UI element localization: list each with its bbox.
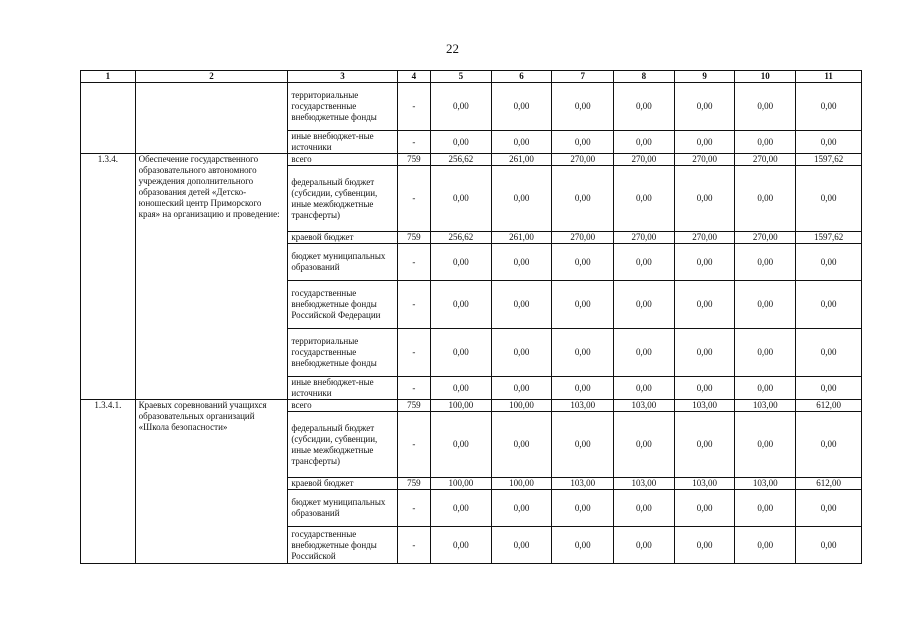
value-cell: 0,00 bbox=[552, 490, 614, 527]
value-cell: 0,00 bbox=[796, 412, 862, 478]
source-cell: территориальные государственные внебюджетные фонды bbox=[288, 329, 397, 377]
value-cell: 0,00 bbox=[796, 131, 862, 154]
page-number: 22 bbox=[446, 41, 459, 56]
column-header: 9 bbox=[674, 71, 735, 83]
value-cell: 0,00 bbox=[735, 131, 796, 154]
value-cell: 103,00 bbox=[552, 400, 614, 412]
value-cell: 0,00 bbox=[491, 244, 552, 281]
value-cell: 0,00 bbox=[614, 412, 675, 478]
value-cell: 0,00 bbox=[735, 412, 796, 478]
value-cell: 256,62 bbox=[431, 232, 492, 244]
value-cell: 103,00 bbox=[552, 478, 614, 490]
value-cell: 103,00 bbox=[614, 400, 675, 412]
value-cell: 0,00 bbox=[614, 527, 675, 564]
value-cell: 0,00 bbox=[552, 83, 614, 131]
value-cell: 0,00 bbox=[735, 377, 796, 400]
source-cell: федеральный бюджет (субсидии, субвенции, иные межбюджетные трансферты) bbox=[288, 166, 397, 232]
measure-index: 1.3.4. bbox=[81, 154, 136, 400]
value-cell: 612,00 bbox=[796, 478, 862, 490]
value-cell: 103,00 bbox=[674, 478, 735, 490]
column-header: 2 bbox=[135, 71, 288, 83]
value-cell: 0,00 bbox=[674, 377, 735, 400]
value-cell: 1597,62 bbox=[796, 154, 862, 166]
source-cell: иные внебюджет-ные источники bbox=[288, 377, 397, 400]
value-cell: 270,00 bbox=[735, 154, 796, 166]
value-cell: 270,00 bbox=[674, 154, 735, 166]
value-cell: 100,00 bbox=[491, 478, 552, 490]
code-cell: 759 bbox=[397, 400, 430, 412]
value-cell: 0,00 bbox=[552, 377, 614, 400]
value-cell: 270,00 bbox=[614, 154, 675, 166]
value-cell: 270,00 bbox=[552, 232, 614, 244]
value-cell: 103,00 bbox=[614, 478, 675, 490]
value-cell: 0,00 bbox=[674, 244, 735, 281]
source-cell: государственные внебюджетные фонды Российской bbox=[288, 527, 397, 564]
value-cell: 103,00 bbox=[735, 478, 796, 490]
value-cell: 261,00 bbox=[491, 154, 552, 166]
code-cell: - bbox=[397, 244, 430, 281]
name-cell bbox=[135, 83, 288, 154]
value-cell: 0,00 bbox=[491, 377, 552, 400]
value-cell: 0,00 bbox=[431, 527, 492, 564]
value-cell: 0,00 bbox=[491, 329, 552, 377]
value-cell: 0,00 bbox=[552, 329, 614, 377]
column-header: 5 bbox=[431, 71, 492, 83]
value-cell: 0,00 bbox=[431, 281, 492, 329]
value-cell: 270,00 bbox=[614, 232, 675, 244]
column-header: 1 bbox=[81, 71, 136, 83]
value-cell: 0,00 bbox=[614, 490, 675, 527]
code-cell: - bbox=[397, 412, 430, 478]
value-cell: 0,00 bbox=[674, 412, 735, 478]
value-cell: 0,00 bbox=[614, 281, 675, 329]
value-cell: 1597,62 bbox=[796, 232, 862, 244]
value-cell: 0,00 bbox=[796, 166, 862, 232]
value-cell: 0,00 bbox=[735, 329, 796, 377]
value-cell: 0,00 bbox=[614, 83, 675, 131]
value-cell: 0,00 bbox=[735, 490, 796, 527]
code-cell: - bbox=[397, 83, 430, 131]
table-row bbox=[81, 154, 862, 166]
source-cell: краевой бюджет bbox=[288, 478, 397, 490]
value-cell: 0,00 bbox=[431, 490, 492, 527]
value-cell: 0,00 bbox=[552, 244, 614, 281]
value-cell: 0,00 bbox=[796, 527, 862, 564]
budget-table bbox=[80, 70, 862, 564]
value-cell: 0,00 bbox=[552, 166, 614, 232]
value-cell: 0,00 bbox=[614, 329, 675, 377]
value-cell: 0,00 bbox=[552, 131, 614, 154]
measure-name: Обеспечение государственного образовательного автономного учреждения дополнительного образования детей «Детско-юношеский центр Приморского края» на организацию и проведение: bbox=[135, 154, 288, 400]
source-cell: федеральный бюджет (субсидии, субвенции, иные межбюджетные трансферты) bbox=[288, 412, 397, 478]
value-cell: 0,00 bbox=[735, 83, 796, 131]
measure-name: Краевых соревнований учащихся образовательных организаций «Школа безопасности» bbox=[135, 400, 288, 564]
value-cell: 0,00 bbox=[614, 244, 675, 281]
value-cell: 0,00 bbox=[431, 83, 492, 131]
value-cell: 0,00 bbox=[491, 412, 552, 478]
value-cell: 0,00 bbox=[552, 527, 614, 564]
value-cell: 0,00 bbox=[491, 131, 552, 154]
value-cell: 0,00 bbox=[674, 329, 735, 377]
code-cell: - bbox=[397, 527, 430, 564]
value-cell: 0,00 bbox=[796, 329, 862, 377]
value-cell: 0,00 bbox=[614, 131, 675, 154]
value-cell: 0,00 bbox=[674, 281, 735, 329]
value-cell: 0,00 bbox=[735, 244, 796, 281]
source-cell: иные внебюджет-ные источники bbox=[288, 131, 397, 154]
value-cell: 0,00 bbox=[491, 166, 552, 232]
value-cell: 0,00 bbox=[431, 412, 492, 478]
value-cell: 612,00 bbox=[796, 400, 862, 412]
code-cell: - bbox=[397, 329, 430, 377]
measure-index: 1.3.4.1. bbox=[81, 400, 136, 564]
source-cell: территориальные государственные внебюджетные фонды bbox=[288, 83, 397, 131]
value-cell: 0,00 bbox=[796, 244, 862, 281]
table-row bbox=[81, 400, 862, 412]
value-cell: 0,00 bbox=[796, 83, 862, 131]
code-cell: 759 bbox=[397, 154, 430, 166]
code-cell: - bbox=[397, 377, 430, 400]
column-header: 10 bbox=[735, 71, 796, 83]
value-cell: 100,00 bbox=[491, 400, 552, 412]
value-cell: 0,00 bbox=[674, 83, 735, 131]
table-row bbox=[81, 83, 862, 131]
column-header: 11 bbox=[796, 71, 862, 83]
source-cell: всего bbox=[288, 154, 397, 166]
value-cell: 0,00 bbox=[614, 377, 675, 400]
source-cell: бюджет муниципальных образований bbox=[288, 490, 397, 527]
code-cell: 759 bbox=[397, 232, 430, 244]
value-cell: 0,00 bbox=[735, 527, 796, 564]
value-cell: 0,00 bbox=[674, 527, 735, 564]
value-cell: 0,00 bbox=[491, 281, 552, 329]
source-cell: государственные внебюджетные фонды Российской Федерации bbox=[288, 281, 397, 329]
value-cell: 270,00 bbox=[552, 154, 614, 166]
column-header: 6 bbox=[491, 71, 552, 83]
header-row bbox=[81, 71, 862, 83]
value-cell: 0,00 bbox=[796, 281, 862, 329]
value-cell: 100,00 bbox=[431, 478, 492, 490]
value-cell: 0,00 bbox=[431, 166, 492, 232]
code-cell: - bbox=[397, 281, 430, 329]
index-cell bbox=[81, 83, 136, 154]
value-cell: 256,62 bbox=[431, 154, 492, 166]
value-cell: 0,00 bbox=[491, 83, 552, 131]
value-cell: 0,00 bbox=[614, 166, 675, 232]
value-cell: 0,00 bbox=[552, 281, 614, 329]
value-cell: 0,00 bbox=[491, 527, 552, 564]
value-cell: 0,00 bbox=[431, 377, 492, 400]
value-cell: 100,00 bbox=[431, 400, 492, 412]
value-cell: 261,00 bbox=[491, 232, 552, 244]
source-cell: краевой бюджет bbox=[288, 232, 397, 244]
value-cell: 0,00 bbox=[552, 412, 614, 478]
value-cell: 0,00 bbox=[674, 166, 735, 232]
column-header: 3 bbox=[288, 71, 397, 83]
value-cell: 103,00 bbox=[735, 400, 796, 412]
code-cell: 759 bbox=[397, 478, 430, 490]
value-cell: 0,00 bbox=[674, 131, 735, 154]
value-cell: 0,00 bbox=[796, 490, 862, 527]
code-cell: - bbox=[397, 166, 430, 232]
value-cell: 270,00 bbox=[735, 232, 796, 244]
value-cell: 0,00 bbox=[491, 490, 552, 527]
code-cell: - bbox=[397, 490, 430, 527]
value-cell: 0,00 bbox=[431, 244, 492, 281]
code-cell: - bbox=[397, 131, 430, 154]
value-cell: 0,00 bbox=[735, 281, 796, 329]
value-cell: 0,00 bbox=[431, 131, 492, 154]
value-cell: 103,00 bbox=[674, 400, 735, 412]
source-cell: всего bbox=[288, 400, 397, 412]
value-cell: 0,00 bbox=[431, 329, 492, 377]
column-header: 8 bbox=[614, 71, 675, 83]
value-cell: 0,00 bbox=[674, 490, 735, 527]
value-cell: 0,00 bbox=[796, 377, 862, 400]
column-header: 4 bbox=[397, 71, 430, 83]
column-header: 7 bbox=[552, 71, 614, 83]
value-cell: 0,00 bbox=[735, 166, 796, 232]
source-cell: бюджет муниципальных образований bbox=[288, 244, 397, 281]
value-cell: 270,00 bbox=[674, 232, 735, 244]
